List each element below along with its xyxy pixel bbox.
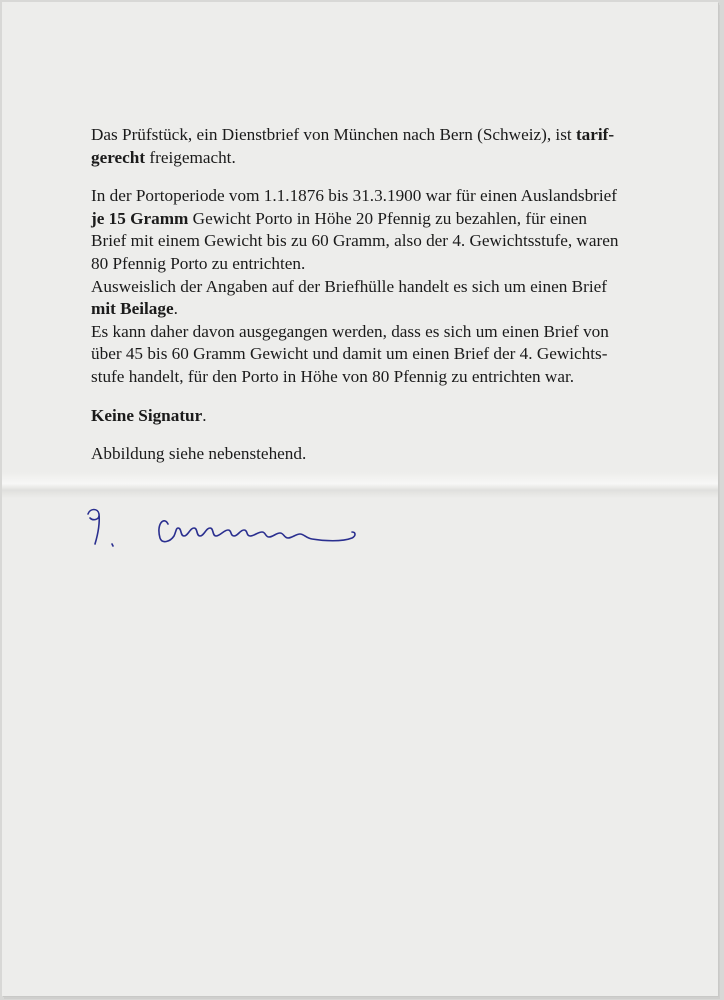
signature-initial-stroke bbox=[88, 510, 99, 545]
letter-body bbox=[91, 124, 671, 466]
paragraph-illustration-note bbox=[91, 443, 671, 466]
text-line: Es kann daher davon ausgegangen werden, dass es sich um einen Brief von bbox=[91, 321, 609, 341]
letter-page bbox=[2, 2, 718, 996]
text-line: gerecht freigemacht. bbox=[91, 147, 236, 167]
text-line: In der Portoperiode vom 1.1.1876 bis 31.3.1900 war für einen Auslandsbrief bbox=[91, 186, 618, 206]
handwritten-signature bbox=[80, 502, 370, 562]
text-line: Das Prüfstück, ein Dienstbrief von München nach Bern (Schweiz), ist tarif- bbox=[91, 125, 615, 144]
signature-dot bbox=[112, 544, 113, 546]
paragraph-signature-note bbox=[91, 405, 671, 428]
paragraph-postage-explanation bbox=[91, 185, 671, 388]
paragraph-verdict bbox=[91, 124, 671, 169]
text-line: je 15 Gramm Gewicht Porto in Höhe 20 Pfennig zu bezahlen, für einen bbox=[91, 208, 587, 228]
text-line: Brief mit einem Gewicht bis zu 60 Gramm, also der 4. Gewichtsstufe, waren bbox=[91, 231, 619, 251]
text-line: über 45 bis 60 Gramm Gewicht und damit um einen Brief der 4. Gewichts- bbox=[91, 344, 608, 364]
text-line: Keine Signatur. bbox=[91, 405, 207, 425]
signature-surname-stroke bbox=[159, 521, 355, 542]
text-line: stufe handelt, für den Porto in Höhe von 80 Pfennig zu entrichten war. bbox=[91, 366, 575, 386]
text-line: 80 Pfennig Porto zu entrichten. bbox=[91, 253, 306, 273]
text-line: mit Beilage. bbox=[91, 299, 178, 319]
paper-fold bbox=[2, 472, 718, 498]
text-line: Ausweislich der Angaben auf der Briefhülle handelt es sich um einen Brief bbox=[91, 276, 607, 296]
text-line: Abbildung siehe nebenstehend. bbox=[91, 444, 307, 464]
